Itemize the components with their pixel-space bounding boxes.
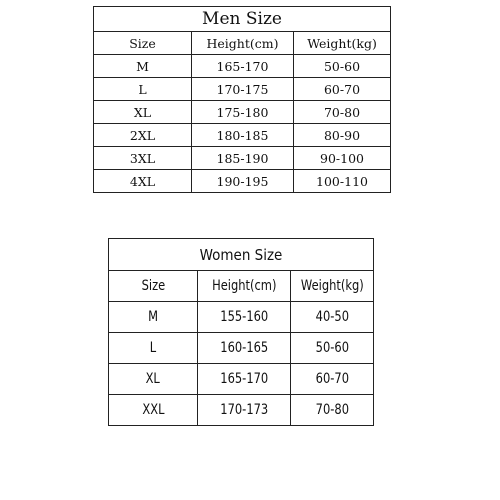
header-height — [198, 271, 291, 302]
table-title-row — [109, 239, 374, 271]
header-weight-label: Weight(kg) — [300, 278, 364, 294]
header-height: Height(cm) — [192, 32, 294, 55]
size-cell: 2XL — [94, 124, 192, 147]
weight-cell: 60-70 — [294, 78, 391, 101]
weight-cell: 80-90 — [294, 124, 391, 147]
women-size-table — [108, 238, 374, 426]
men-size-title: Men Size — [94, 7, 391, 32]
weight-value: 60-70 — [315, 371, 349, 387]
weight-value: 40-50 — [315, 309, 349, 325]
table-row — [94, 147, 391, 170]
size-value: XL — [145, 371, 161, 387]
height-cell — [198, 302, 291, 333]
table-row — [94, 170, 391, 193]
table-row — [94, 101, 391, 124]
height-cell: 190-195 — [192, 170, 294, 193]
table-header-row — [109, 271, 374, 302]
table-row — [109, 364, 374, 395]
height-cell: 170-175 — [192, 78, 294, 101]
size-value: XXL — [141, 402, 165, 418]
header-size — [109, 271, 198, 302]
header-weight — [291, 271, 374, 302]
header-size: Size — [94, 32, 192, 55]
height-cell: 165-170 — [192, 55, 294, 78]
table-row — [94, 55, 391, 78]
weight-cell: 50-60 — [294, 55, 391, 78]
size-value: M — [148, 309, 158, 325]
table-row — [109, 302, 374, 333]
table-row — [109, 395, 374, 426]
size-cell — [109, 333, 198, 364]
height-cell — [198, 364, 291, 395]
size-cell: M — [94, 55, 192, 78]
header-height-label: Height(cm) — [211, 278, 277, 294]
weight-cell — [291, 395, 374, 426]
table-header-row — [94, 32, 391, 55]
table-row — [109, 333, 374, 364]
size-cell: L — [94, 78, 192, 101]
weight-cell: 70-80 — [294, 101, 391, 124]
size-cell — [109, 364, 198, 395]
height-value: 160-165 — [220, 340, 268, 356]
size-cell: 4XL — [94, 170, 192, 193]
weight-cell — [291, 333, 374, 364]
header-weight: Weight(kg) — [294, 32, 391, 55]
table-row — [94, 124, 391, 147]
height-value: 170-173 — [220, 402, 268, 418]
height-cell: 185-190 — [192, 147, 294, 170]
weight-cell — [291, 302, 374, 333]
size-cell — [109, 395, 198, 426]
weight-cell: 90-100 — [294, 147, 391, 170]
women-size-title: Women Size — [109, 239, 374, 271]
weight-cell — [291, 364, 374, 395]
size-cell — [109, 302, 198, 333]
size-cell: XL — [94, 101, 192, 124]
header-size-label: Size — [141, 278, 165, 294]
size-cell: 3XL — [94, 147, 192, 170]
weight-value: 70-80 — [315, 402, 349, 418]
height-cell: 180-185 — [192, 124, 294, 147]
height-value: 155-160 — [220, 309, 268, 325]
height-cell — [198, 333, 291, 364]
weight-cell: 100-110 — [294, 170, 391, 193]
table-row — [94, 78, 391, 101]
table-title-row — [94, 7, 391, 32]
height-value: 165-170 — [220, 371, 268, 387]
height-cell — [198, 395, 291, 426]
weight-value: 50-60 — [315, 340, 349, 356]
size-value: L — [149, 340, 157, 356]
men-size-table — [93, 6, 391, 193]
height-cell: 175-180 — [192, 101, 294, 124]
